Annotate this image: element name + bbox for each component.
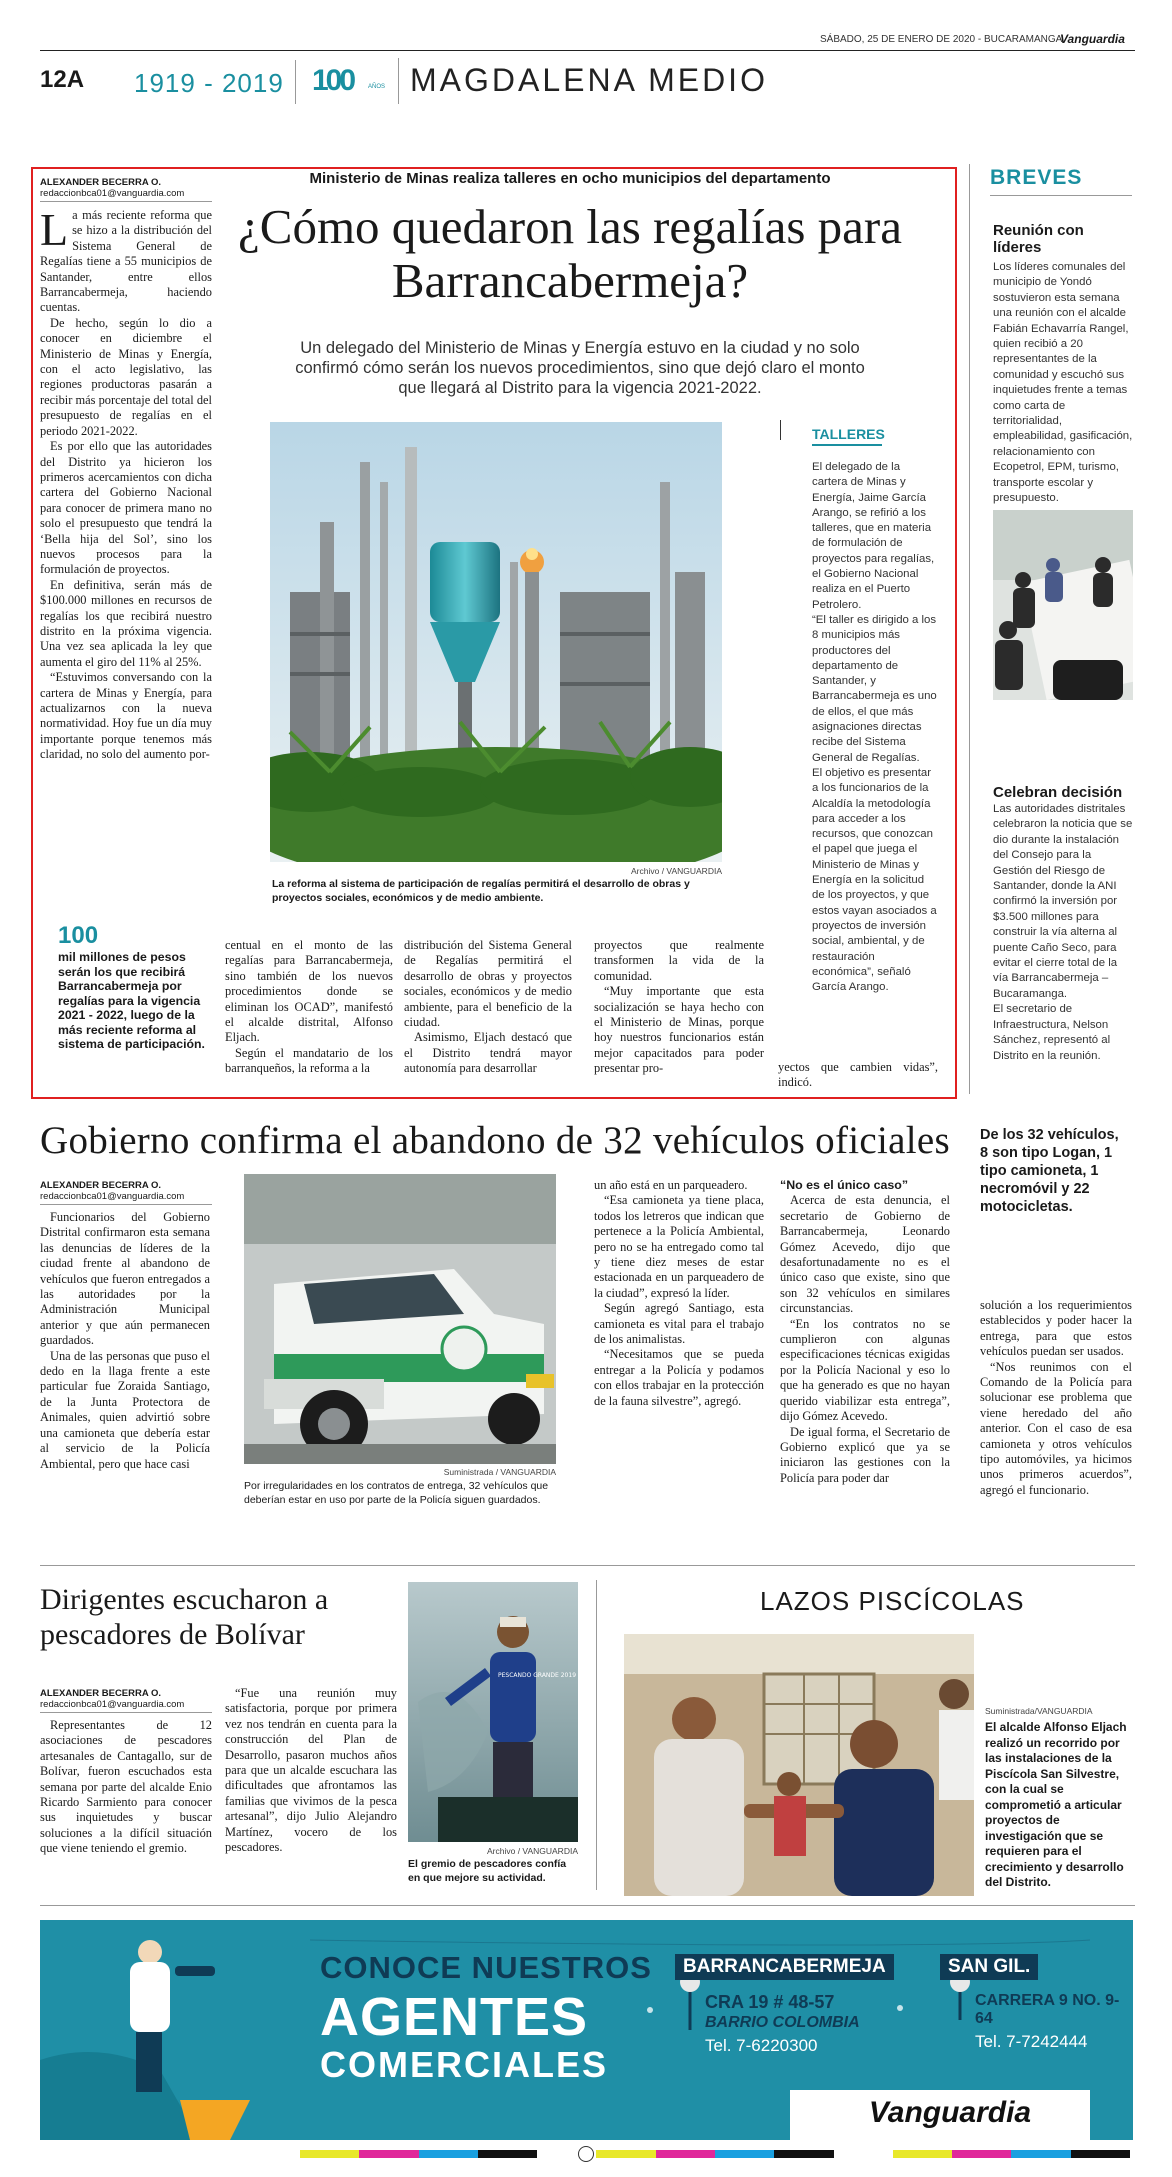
sidebar-p3: El objetivo es presentar a los funcionarios de la Alcaldía la metodología para acceder a los recursos, que conozcan el papel que juega el Ministerio de Minas y Energía en la solicitud de los proyectos, y que estos vayan asociados a proyectos de inversión social, ambiental, y de restauración económica”, señaló García Arango. (812, 766, 937, 994)
fishers-photo-caption: El gremio de pescadores confía en que mejore su actividad. (408, 1858, 567, 1884)
vehicles-col-1 (40, 1210, 210, 1472)
ad-brand: Vanguardia (868, 2096, 1032, 2129)
vehicles-col-3 (594, 1178, 764, 1409)
breves-item2-title: Celebran decisión (993, 784, 1123, 801)
main-col-1 (40, 204, 212, 763)
col5-p1: yectos que cambien vidas”, indicó. (778, 1060, 938, 1090)
fishers-col1-p1: Representantes de 12 asociaciones de pescadores artesanales de Cantagallo, sur de Bolívar, fueron escuchados esta semana por parte del alcalde Enio Ricardo Sarmiento para conocer sus inquietudes y buscar soluciones a la difícil situación que viene teniendo el gremio. (40, 1718, 212, 1856)
vehicles-col3-p1: un año está en un parqueadero. (594, 1178, 748, 1192)
col2-p1: centual en el monto de las regalías para Barrancabermeja, sino también de los nuevos procedimientos donde se eliminan los OCAD”, manifestó el alcalde distrital, Alfonso Eljach. (225, 938, 393, 1045)
col1-p4: En definitiva, serán más de $100.000 millones en recursos de regalías los que recibirá nuestro distrito en la próxima vigencia. Una vez sea aplicada la ley que aumenta el giro del 11% al 25%. (40, 577, 212, 669)
header-divider-2 (398, 58, 399, 104)
ad-city2: SAN GIL. (940, 1954, 1038, 1980)
drop-cap: L (40, 204, 69, 255)
fisherman-illustration (408, 1582, 578, 1842)
vehicles-subhead: “No es el único caso” (780, 1178, 909, 1192)
ad-line1: CONOCE NUESTROS (320, 1950, 652, 1985)
main-col-5 (778, 1060, 938, 1091)
main-deck: Un delegado del Ministerio de Minas y Energía estuvo en la ciudad y no solo confirmó cómo serán los nuevos procedimientos, sino que dejó claro el monto que llegará al Distrito para la vigencia 2021-2022. (295, 339, 865, 397)
vehicles-byline-email: redaccionbca01@vanguardia.com (40, 1191, 185, 1202)
ad-addr1b: BARRIO COLOMBIA (705, 2014, 860, 2031)
handshake-illustration (624, 1634, 974, 1896)
main-kicker: Ministerio de Minas realiza talleres en ocho municipios del departamento (309, 170, 831, 187)
vehicles-col3-p3: Según agregó Santiago, esta camioneta es vital para el trabajo de los animalistas. (594, 1301, 764, 1347)
vehicles-col5-p2: “Nos reunimos con el Comando de la Policía para solucionar ese problema que viene heredado del año anterior. Con el caso de esa camioneta y otros vehículos tipo automóviles, ya hicimos unos primeros acuerdos”, agregó el funcionario. (980, 1359, 1132, 1497)
fishers-byline-name: ALEXANDER BECERRA O. (40, 1688, 162, 1699)
col1-p5: “Estuvimos conversando con la cartera de Minas y Energía, para actualizarnos con la nueva normatividad. Hoy fue un día muy importante porque tenemos más claridad, no solo del aumento por- (40, 670, 212, 762)
ad-city1: BARRANCABERMEJA (675, 1954, 894, 1980)
anniversary-years: 1919 - 2019 (134, 68, 284, 98)
registration-mark-icon (578, 2146, 594, 2162)
fishers-byline-rule (40, 1712, 212, 1713)
vehicles-byline-rule (40, 1204, 212, 1205)
ad-line2: AGENTES (320, 1987, 589, 2047)
vehicles-col5-p1: solución a los requerimientos establecidos y poder hacer la entrega, para que estos vehículos puedan ser usados. (980, 1298, 1132, 1359)
vehicles-byline-name: ALEXANDER BECERRA O. (40, 1180, 162, 1191)
byline-name: ALEXANDER BECERRA O. (40, 177, 162, 188)
vehicles-byline (40, 1180, 210, 1202)
fishers-photo-credit: Archivo / VANGUARDIA (486, 1846, 578, 1856)
vehicles-col4-p1: Acerca de esta denuncia, el secretario de Gobierno de Barrancabermeja, Leonardo Gómez Acevedo, dijo que desafortunadamente no es el único caso que existe, sino que son 32 vehículos en similares circunstancias. (780, 1193, 950, 1316)
stat-text: mil millones de pesos serán los que recibirá Barrancabermeja por regalías para la vigencia 2021 - 2022, luego de la más reciente reforma al sistema de participación. (58, 950, 205, 1051)
fishers-headline: Dirigentes escucharon a pescadores de Bolívar (40, 1583, 329, 1651)
sidebar-text (812, 460, 938, 995)
fishers-byline-email: redaccionbca01@vanguardia.com (40, 1699, 185, 1710)
breves-rule (990, 195, 1132, 196)
refinery-photo-caption: La reforma al sistema de participación de regalías permitirá el desarrollo de obras y proyectos sociales, económicos y de medio ambiente. (272, 878, 690, 904)
fishers-col2-p1: “Fue una reunión muy satisfactoria, porque por primera vez nos tendrán en cuenta para la construcción del Plan de Desarrollo, pasaron muchos años para que un alcalde escuchara las dificultades que afrontamos las familias que vivimos de la pesca artesanal”, dijo Julio Alejandro Martínez, vocero de los pescadores. (225, 1686, 397, 1855)
vehicles-col3-p4: “Necesitamos que se pueda entregar a la Policía y podamos con ellos trabajar en la protección de la fauna silvestre”, agregó. (594, 1347, 764, 1408)
sidebar-title-underline (812, 444, 882, 446)
refinery-photo-credit: Archivo / VANGUARDIA (630, 866, 722, 876)
breves-item2-p1: Las autoridades distritales celebraron la noticia que se dio durante la instalación del Consejo para la Gestión del Riesgo de Santander, donde la ANI confirmó la inversión por $3.500 millones para construir la vía alterna al puente Caño Seco, para evitar el cierre total de la vía Barrancabermeja – Bucaramanga. (993, 803, 1133, 1000)
vehicle-photo (244, 1174, 556, 1464)
fishers-col-2 (225, 1686, 397, 1855)
page-number: 12A (40, 66, 85, 93)
truck-illustration (244, 1174, 556, 1464)
sidebar-p2: “El taller es dirigido a los 8 municipios más productores del departamento de Santander, y Barrancabermeja es uno de ellos, el que más asignaciones directas recibe del Sistema General de Regalías. (812, 613, 937, 764)
col4-p2: “Muy importante que esta socialización se haya hecho con el Ministerio de Minas, porque hoy nuestros funcionarios están mejor capacitados para poder presentar pro- (594, 984, 764, 1076)
vehicles-headline: Gobierno confirma el abandono de 32 vehículos oficiales (40, 1119, 950, 1162)
lazos-photo-credit: Suministrada/VANGUARDIA (985, 1706, 1093, 1716)
fishers-byline (40, 1688, 210, 1710)
col1-p1: a más reciente reforma que se hizo a la distribución del Sistema General de Regalías tiene a 55 municipios de Santander, entre ellos Barrancabermeja, haciendo cuentas. (40, 208, 212, 315)
col2-p2: Según el mandatario de los barranqueños, la reforma a la (225, 1045, 393, 1076)
ad-addr1: CRA 19 # 48-57 (705, 1992, 835, 2012)
anniversary-logo: 100 (312, 64, 354, 97)
lazos-text: El alcalde Alfonso Eljach realizó un recorrido por las instalaciones de la Piscícola San Silvestre, con la cual se comprometió a articular proyectos de investigación que se requieren para el crecimiento y desarrollo del Distrito. (985, 1720, 1127, 1889)
vehicles-col4-p3: De igual forma, el Secretario de Gobierno explicó que ya se iniciaron las gestiones con la Policía para poder dar (780, 1424, 950, 1485)
main-col-3 (404, 938, 572, 1077)
breves-item1-title: Reunión con líderes (993, 222, 1084, 256)
breves-photo (993, 510, 1133, 700)
col1-p2: De hecho, según lo dio a conocer en diciembre el Ministerio de Minas y Energía, con el acto legislativo, las regiones productoras pasarán a recibir más porcentaje del total del presupuesto de regalías en el periodo 2021-2022. (40, 315, 212, 438)
vehicles-col3-p2: “Esa camioneta ya tiene placa, todos los letreros que indican que pertenece a la Policía Ambiental, pero no se ha entregado como tal y tiene diez meses de estar estacionada en un parqueadero de la ciudad”, expresó la líder. (594, 1193, 764, 1300)
section-rule (40, 1565, 1135, 1566)
col3-p1: distribución del Sistema General de Regalías permitirá el desarrollo de obras y proyectos sociales, económicos y de medio ambiente, para el beneficio de la ciudad. (404, 938, 572, 1030)
col3-p2: Asimismo, Eljach destacó que el Distrito tendrá mayor autonomía para desarrollar (404, 1030, 572, 1076)
col1-p3: Es por ello que las autoridades del Distrito ya hicieron los primeros acercamientos con dicha cartera del Gobierno Nacional para conocer de primera mano no solo el presupuesto que tendrá la ‘Bella hija del Sol’, sino los nuevos procesos para la formulación de proyectos. (40, 439, 212, 577)
byline-email: redaccionbca01@vanguardia.com (40, 188, 185, 199)
anniversary-sub: AÑOS (368, 84, 386, 90)
vehicles-col4-p2: “En los contratos no se cumplieron con algunas especificaciones técnicas exigidas por la Policía Nacional y eso lo que ha generado es que no hayan querido viabilizar esta entrega”, dijo Gómez Acevedo. (780, 1316, 950, 1424)
breves-divider (969, 164, 970, 1094)
ad-addr2: CARRERA 9 NO. 9-64 (975, 1992, 1120, 2027)
main-headline: ¿Cómo quedaron las regalías para Barrancabermeja? (238, 199, 902, 308)
lazos-divider (596, 1580, 597, 1890)
main-col-4 (594, 938, 764, 1077)
stat-number: 100 (58, 922, 99, 949)
breves-item2-p2: El secretario de Infraestructura, Nelson Sánchez, representó al Distrito en la reunión. (993, 1003, 1111, 1062)
header-divider (295, 60, 296, 104)
refinery-illustration (270, 422, 722, 862)
ad-line3: COMERCIALES (320, 2044, 609, 2085)
sidebar-title: TALLERES (812, 426, 885, 442)
fisherman-shirt-text: PESCANDO GRANDE 2019 (498, 1672, 577, 1679)
breves-item1-text: Los líderes comunales del municipio de Yondó sostuvieron esta semana una reunión con el alcalde Fabián Echavarría Rangel, quien recibió a 20 representantes de la comunidad y escuchó sus inquietudes frente a temas como carta de territorialidad, empleabilidad, gasificación, relacionamiento con Ecopetrol, EPM, turismo, transporte escolar y presupuesto. (993, 261, 1133, 505)
vehicle-photo-caption: Por irregularidades en los contratos de entrega, 32 vehículos que deberían estar en uso por parte de la Policía siguen guardados. (244, 1480, 549, 1506)
meeting-illustration (993, 510, 1133, 700)
byline-rule (40, 201, 212, 202)
vehicles-col-4 (780, 1178, 950, 1486)
ad-tel1: Tel. 7-6220300 (705, 2036, 818, 2055)
main-byline (40, 177, 210, 199)
main-col-2 (225, 938, 393, 1077)
lazos-title: LAZOS PISCÍCOLAS (760, 1586, 1025, 1616)
brand-logo-small: Vanguardia (1060, 32, 1125, 46)
vehicles-highlight: De los 32 vehículos, 8 son tipo Logan, 1 tipo camioneta, 1 necromóvil y 22 motocicletas. (980, 1127, 1119, 1215)
vehicle-photo-credit: Suministrada / VANGUARDIA (443, 1467, 556, 1477)
sidebar-rule (780, 420, 781, 440)
ad-banner[interactable] (40, 1920, 1133, 2140)
ad-tel2: Tel. 7-7242444 (975, 2032, 1088, 2051)
header-rule (40, 50, 1135, 51)
date-line: SÁBADO, 25 DE ENERO DE 2020 - BUCARAMANGA (820, 34, 1063, 45)
print-color-bar (300, 2150, 1130, 2158)
col4-p1: proyectos que realmente transformen la vida de la comunidad. (594, 938, 764, 983)
vehicles-col1-p1: Funcionarios del Gobierno Distrital confirmaron esta semana las denuncias de líderes de la ciudad frente al abandono de vehículos que fueron entregados a las autoridades por la Administración Municipal anterior y que aún permanecen guardados. (40, 1210, 210, 1348)
breves-item2-text (993, 802, 1133, 1064)
breves-title: BREVES (990, 166, 1083, 189)
fishers-photo (408, 1582, 578, 1842)
lazos-photo (624, 1634, 974, 1896)
fishers-col-1 (40, 1718, 212, 1857)
sidebar-p1: El delegado de la cartera de Minas y Energía, Jaime García Arango, se refirió a los talleres, que en materia de formulación de proyectos para regalías, el Gobierno Nacional realiza en el Puerto Petrolero. (812, 461, 935, 611)
refinery-photo (270, 422, 722, 862)
vehicles-col-5 (980, 1298, 1132, 1498)
section-title: MAGDALENA MEDIO (410, 62, 768, 98)
vehicles-col1-p2: Una de las personas que puso el dedo en la llaga frente a este particular fue Zoraida Santiago, de la Junta Protectora de Animales, quien advirtió sobre una camioneta que debería estar al servicio de la Policía Ambiental, pero que hace casi (40, 1348, 210, 1471)
ad-top-rule (40, 1905, 1135, 1906)
